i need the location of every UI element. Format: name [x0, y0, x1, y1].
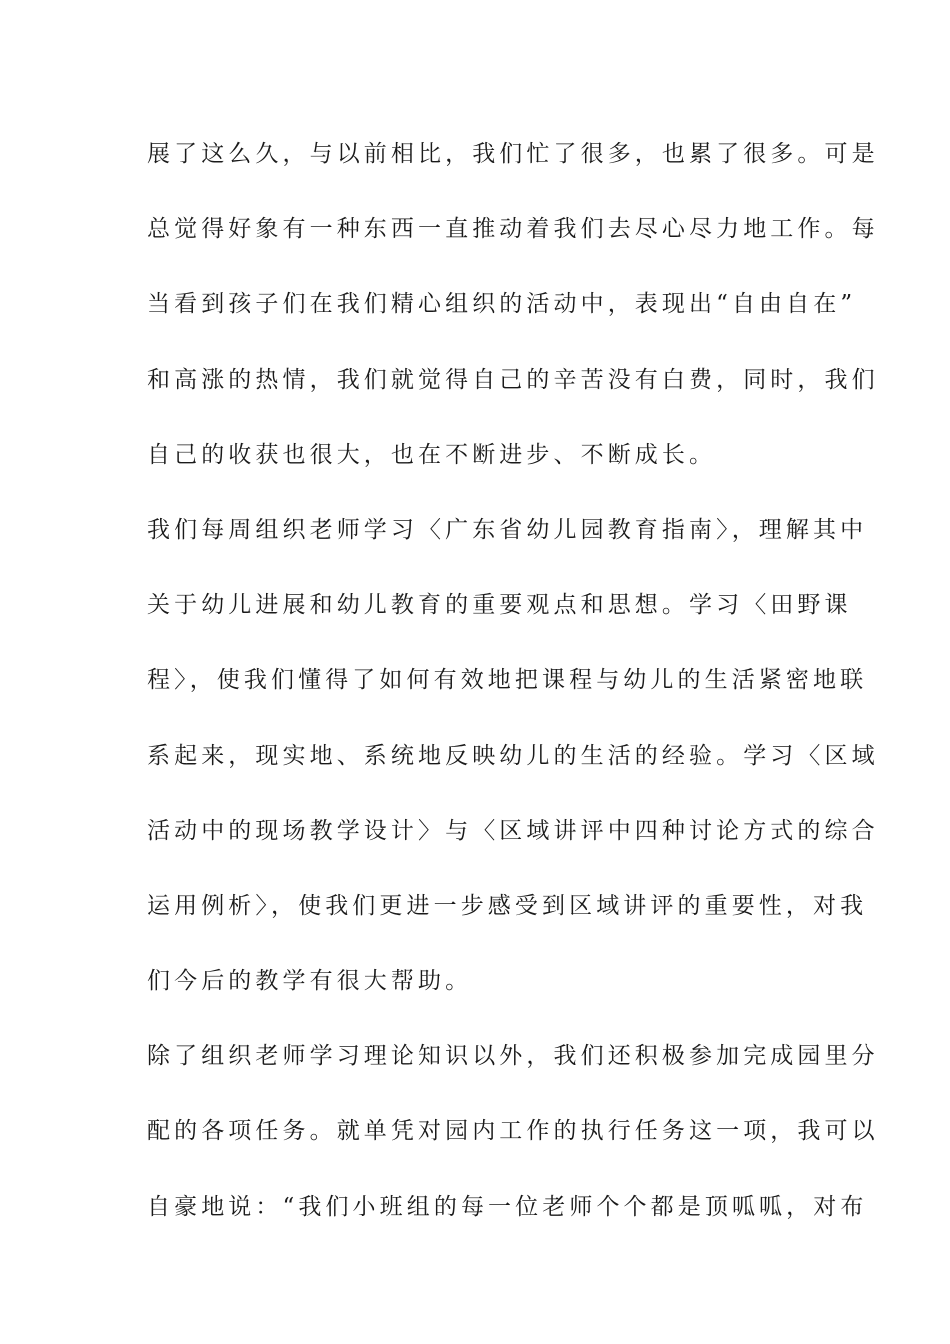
text-line: 系起来，现实地、系统地反映幼儿的生活的经验。学习〈区域 [147, 742, 879, 769]
text-line: 关于幼儿进展和幼儿教育的重要观点和思想。学习〈田野课 [147, 592, 852, 619]
text-line: 我们每周组织老师学习〈广东省幼儿园教育指南〉，理解其中 [147, 516, 868, 543]
text-line: 活动中的现场教学设计〉与〈区域讲评中四种讨论方式的综合 [147, 817, 879, 844]
text-line: 们今后的教学有很大帮助。 [147, 968, 473, 995]
text-line: 自己的收获也很大，也在不断进步、不断成长。 [147, 441, 717, 468]
text-line: 总觉得好象有一种东西一直推动着我们去尽心尽力地工作。每 [147, 216, 879, 243]
text-line: 程〉，使我们懂得了如何有效地把课程与幼儿的生活紧密地联 [147, 667, 868, 694]
text-line: 和高涨的热情，我们就觉得自己的辛苦没有白费，同时，我们 [147, 366, 879, 393]
text-line: 配的各项任务。就单凭对园内工作的执行任务这一项，我可以 [147, 1118, 879, 1145]
text-line: 当看到孩子们在我们精心组织的活动中，表现出“自由自在” [147, 291, 857, 318]
body-text [147, 128, 879, 1256]
text-line: 除了组织老师学习理论知识以外，我们还积极参加完成园里分 [147, 1043, 879, 1070]
text-line: 展了这么久，与以前相比，我们忙了很多，也累了很多。可是 [147, 141, 879, 167]
text-line: 自豪地说：“我们小班组的每一位老师个个都是顶呱呱，对布 [147, 1193, 868, 1220]
text-line: 运用例析〉，使我们更进一步感受到区域讲评的重要性，对我 [147, 892, 868, 919]
